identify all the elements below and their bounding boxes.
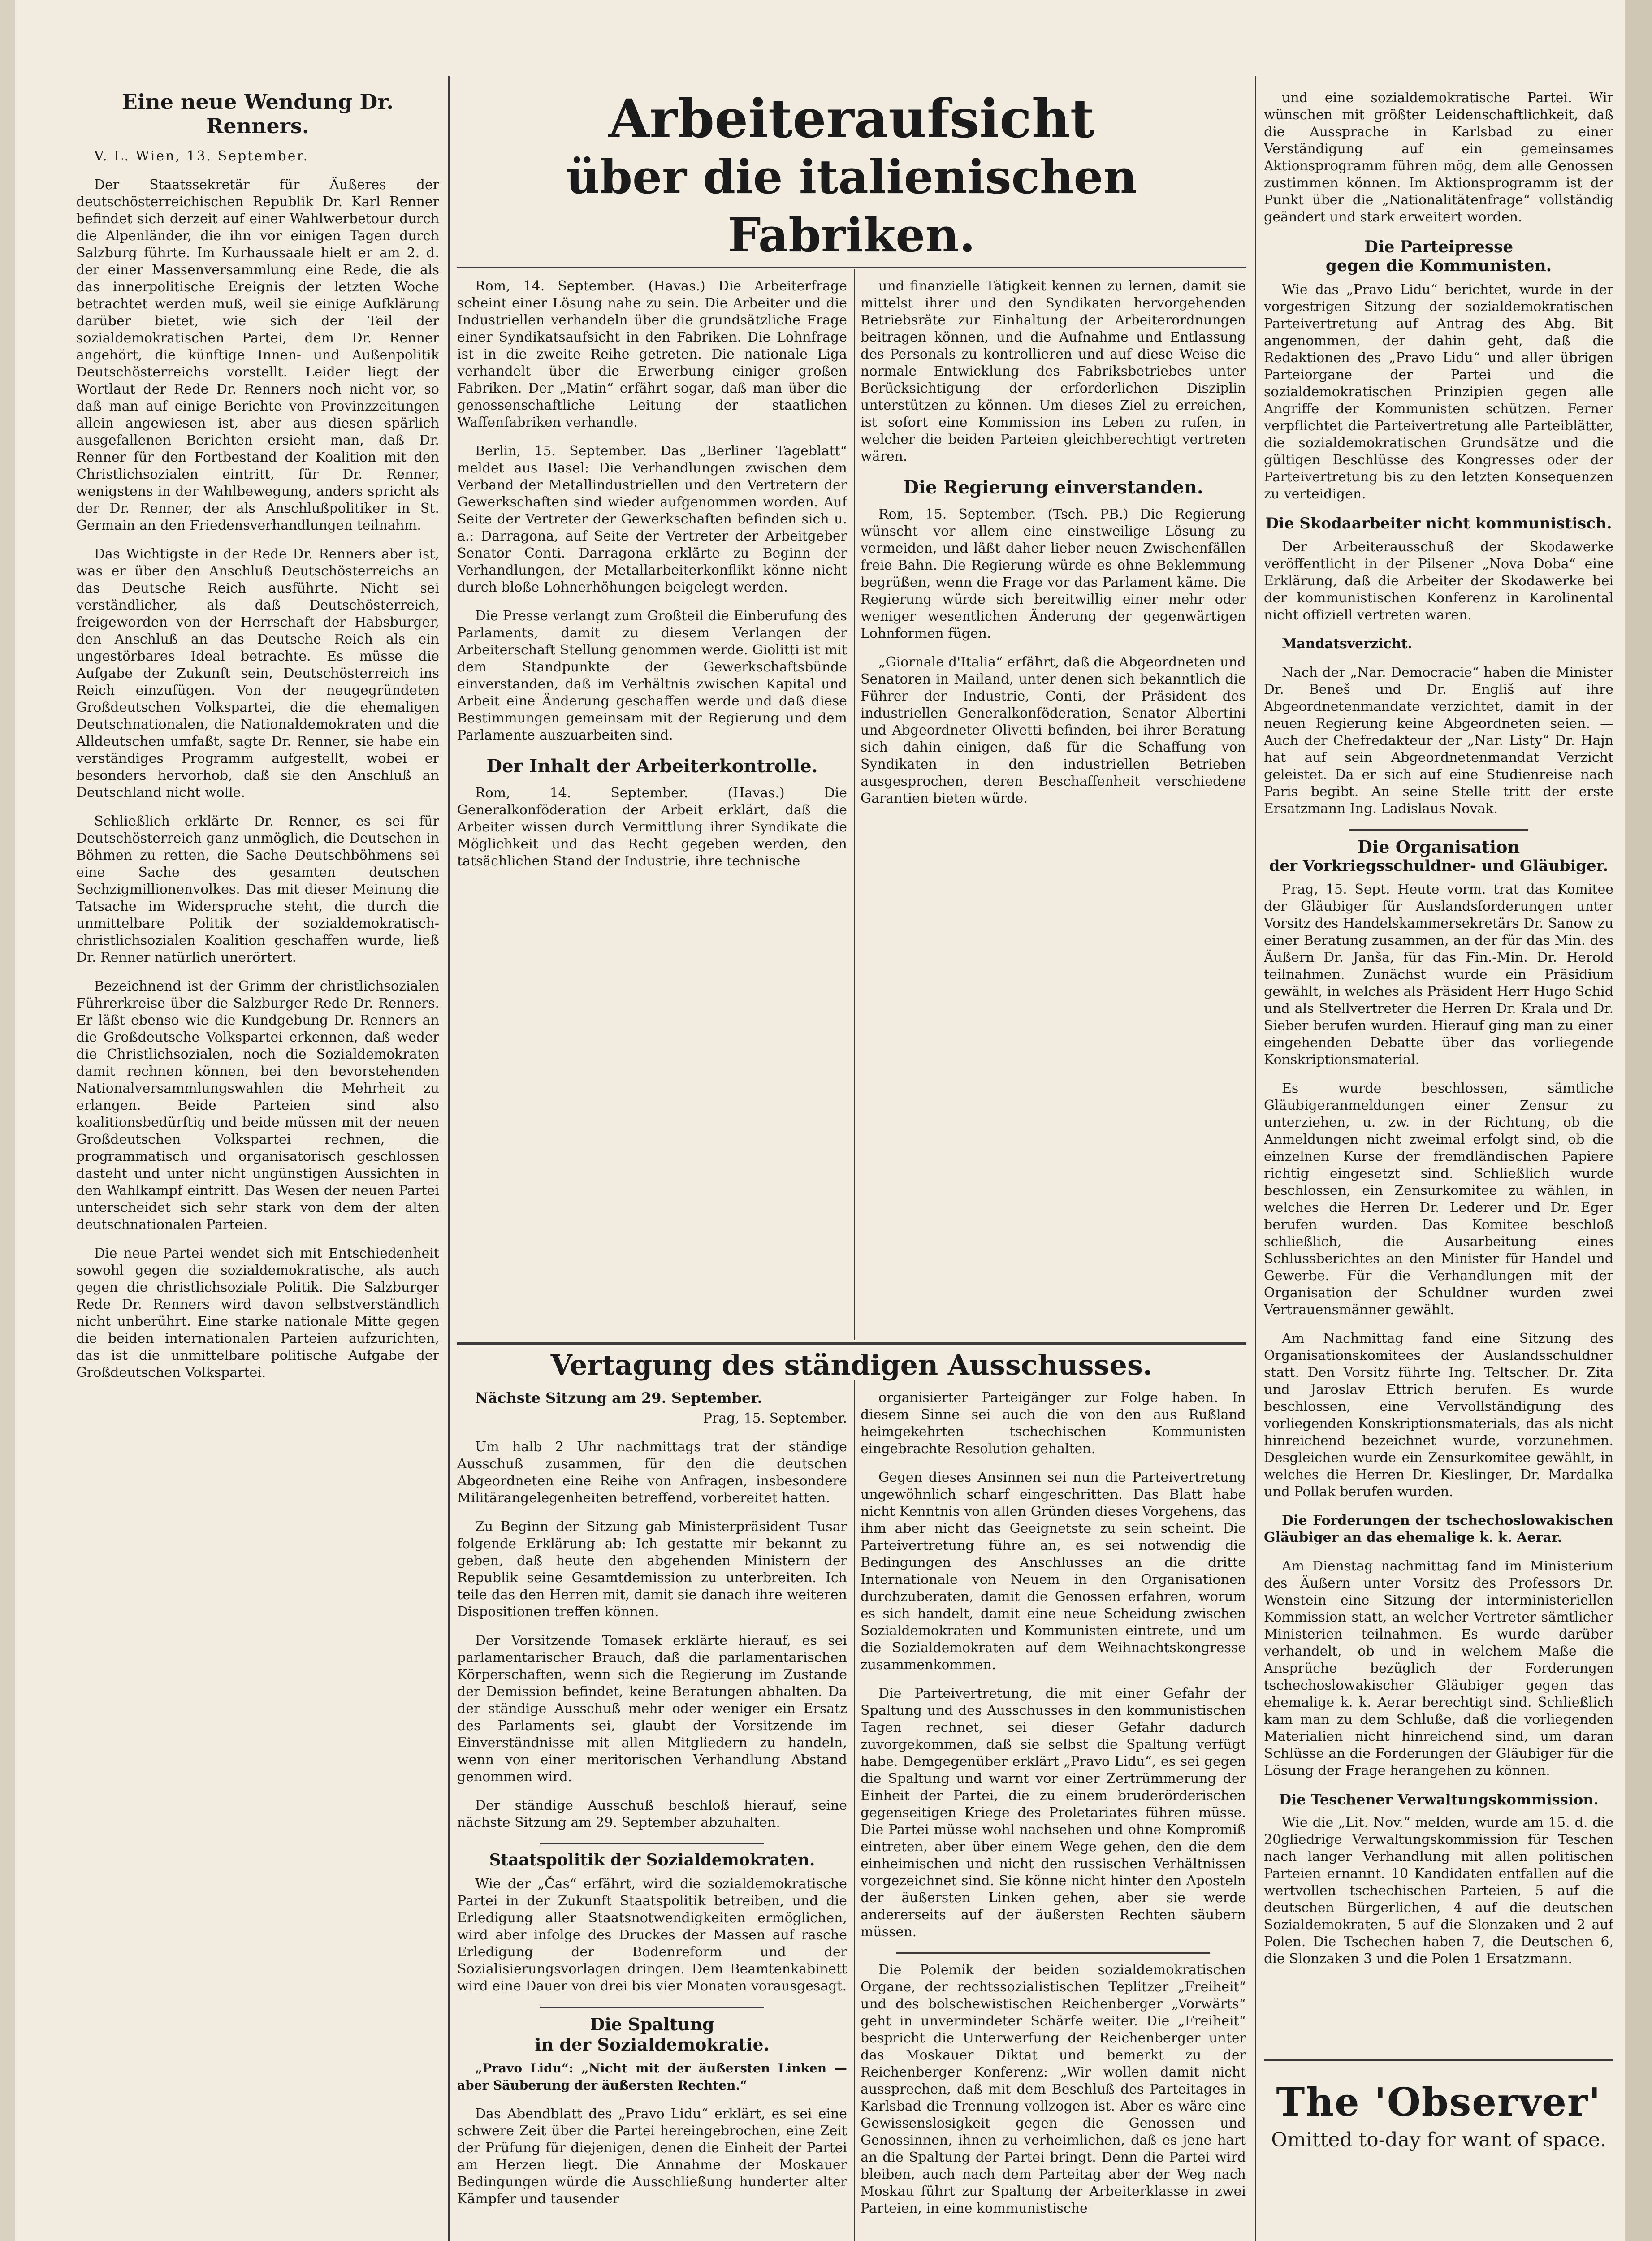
article-headline: Vertagung des ständigen Ausschusses. — [550, 1349, 1153, 1381]
dateline: Prag, 15. September. — [703, 1410, 847, 1426]
paragraph: Wie die „Lit. Nov.“ melden, wurde am 15. d. die 20gliedrige Verwaltungskommission für Teschen nach langer Verhandlung mit allen politischen Parteien ernannt. 10 Kandidaten entfallen auf die wertvollen tschechischen Parteien, 5 auf die deutschen Bürgerlichen, 4 auf die deutschen Sozialdemokraten, 5 auf die Slonzaken und 2 auf Polen. Die Tschechen haben 7, die Deutschen 6, die Slonzaken 3 und die Polen 1 Ersatzmann. — [1264, 1815, 1613, 1967]
section-rule — [457, 1342, 1246, 1345]
section-heading: der Vorkriegsschuldner- und Gläubiger. — [1269, 857, 1609, 875]
paragraph: organisierter Parteigänger zur Folge haben. In diesem Sinne sei auch die von den aus Rußland heimgekehrten tschechischen Kommunisten eingebrachte Resolution gehalten. — [861, 1390, 1246, 1457]
paragraph: Zu Beginn der Sitzung gab Ministerpräsident Tusar folgende Erklärung ab: Ich gestatte mir bekannt zu geben, daß heute den abgehenden Ministern der Republik seine Gesamtdemission zu unterbreiten. Ich teile das den Herren mit, damit sie danach ihre weiteren Dispositionen treffen können. — [457, 1519, 847, 1620]
column-rule — [448, 76, 450, 2241]
paragraph: Die Parteivertretung, die mit einer Gefahr der Spaltung und des Ausschusses in den kommunistischen Tagen rechnet, sei dieser Gefahr dadurch zuvorgekommen, daß sie selbst die Spaltung verfügt habe. Demgegenüber erklärt „Pravo Lidu“, es sei gegen die Spaltung und warnt vor einer Zertrümmerung der Einheit der Partei, die zu einem bruderörderischen gegenseitigen Kriege des Proletariates führen müsse. Die Partei müsse wohl nachsehen und ohne Kompromiß eintreten, aber über einem Wege gehen, den die dem einheimischen und nicht den russischen Verhältnissen vorgezeichnet sind. Sie könne nicht hinter den Aposteln der äußersten Linken gehen, aber sie werde andererseits auf der äußersten Rechten säubern müssen. — [861, 1686, 1246, 1940]
paragraph: Die Presse verlangt zum Großteil die Einberufung des Parlaments, damit zu diesem Verlangen der Arbeiterschaft Stellung genommen werde. Giolitti ist mit dem Standpunkte der Gewerkschaftsbünde einverstanden, daß im Verhältnis zwischen Kapital und Arbeit eine Änderung geschaffen werde und daß diese Bestimmungen gemeinsam mit der Regierung und dem Parlamente auszuarbeiten sind. — [457, 608, 847, 743]
divider — [1349, 829, 1528, 831]
article-subtitle: Nächste Sitzung am 29. September. — [475, 1389, 762, 1406]
section-rule — [457, 267, 1246, 268]
observer-stamp — [1264, 2080, 1613, 2151]
paragraph: Gegen dieses Ansinnen sei nun die Parteivertretung ungewöhnlich scharf eingeschritten. Das Blatt habe nicht Kenntnis von allen Gründen dieses Vorgehens, das ihm aber nicht das Geeignetste zu sein scheint. Die Parteivertretung führe an, es sei notwendig die Bedingungen des Anschlusses an die dritte Internationale von Neuem in den Organisationen durchzuberaten, damit die Genossen erfahren, worum es sich handelt, damit eine neue Scheidung zwischen Sozialdemokraten und Kommunisten eintrete, und um die Sozialdemokraten auf dem Weihnachtskongresse zusammenkommen. — [861, 1470, 1246, 1673]
paragraph: Prag, 15. Sept. Heute vorm. trat das Komitee der Gläubiger für Auslandsforderungen unter Vorsitz des Handelskammersekretärs Dr. Sanow zu einer Beratung zusammen, an der für das Min. des Äußern Dr. Janša, für das Fin.-Min. Dr. Herold teilnahmen. Zunächst wurde ein Präsidium gewählt, in welches als Präsident Herr Hugo Schid und als Stellvertreter die Herren Dr. Krala und Dr. Sieber berufen wurden. Hierauf ging man zu einer eingehenden Debatte über das vorliegende Konskriptionsmaterial. — [1264, 882, 1613, 1068]
main-column-b — [861, 278, 1246, 1340]
main-headline-block — [457, 90, 1246, 269]
section-heading: Staatspolitik der Sozialdemokraten. — [489, 1851, 815, 1869]
paragraph: Es wurde beschlossen, sämtliche Gläubigeranmeldungen einer Zensur zu unterziehen, u. zw. in der Richtung, ob die Anmeldungen nicht zweimal erfolgt sind, ob die einzelnen Kurse der fremdländischen Papiere richtig eingesetzt sind. Schließlich wurde beschlossen, ein Zensurkomitee zu wählen, in welches die Herren Dr. Lederer und Dr. Eger berufen wurden. Das Komitee beschloß schließlich, die Ausarbeitung eines Schlussberichtes an den Minister für Handel und Gewerbe. Für die Verhandlungen mit der Organisation der Schuldner wurden zwei Vertrauensmänner gewählt. — [1264, 1081, 1613, 1318]
section-subheading: Mandatsverzicht. — [1282, 636, 1412, 652]
section-heading: in der Sozialdemokratie. — [535, 2034, 770, 2055]
vertagung-column-a — [457, 1389, 847, 2241]
page-edge-right — [1625, 0, 1652, 2241]
vertagung-column-b — [861, 1389, 1246, 2241]
headline-line-2: über die italienischen Fabriken. — [566, 149, 1137, 263]
observer-title: The 'Observer' — [1276, 2080, 1601, 2125]
divider — [540, 2007, 764, 2008]
paragraph: „Giornale d'Italia“ erfährt, daß die Abgeordneten und Senatoren in Mailand, unter denen sich bekanntlich die Führer der Industrie, Conti, der Präsident des industriellen Generalkonföderation, Senator Albertini und Abgeordneter Olivetti befinden, bei ihrer Beratung sich dahin einigen, daß für die Schaffung von Syndikaten in den industriellen Betrieben ausgesprochen, deren Beschaffenheit verschiedene Garantien bieten würde. — [861, 654, 1246, 806]
column-rule — [1255, 76, 1256, 2241]
paragraph: Wie der „Čas“ erfährt, wird die sozialdemokratische Partei in der Zukunft Staatspolitik betreiben, und die Erledigung aller Staatsnotwendigkeiten ermöglichen, wird aber infolge des Druckes der Massen auf rasche Erledigung der Bodenreform und der Sozialisierungsvorlagen dringen. Dem Beamtenkabinett wird eine Dauer von drei bis vier Monaten vorausgesagt. — [457, 1876, 847, 1994]
paragraph: Am Nachmittag fand eine Sitzung des Organisationskomitees der Auslandsschuldner statt. Den Vorsitz führte Ing. Teltscher. Dr. Zita und Jaroslav Ettrich berufen. Es wurde beschlossen, eine Vervollständigung des vorliegenden Konskriptionsmaterials, das als nicht hinreichend bezeichnet wurde, vorzunehmen. Desgleichen wurde ein Zensurkomitee gewählt, in welches die Herren Dr. Kieslinger, Dr. Mardalka und Pollak berufen wurden. — [1264, 1331, 1613, 1500]
paragraph: und finanzielle Tätigkeit kennen zu lernen, damit sie mittelst ihrer und den Syndikaten hervorgehenden Betriebsräte zur Einhaltung der Arbeiterordnungen beitragen können, und die Aufnahme und Entlassung des Personals zu kontrollieren und auf diese Weise die normale Entwicklung des Fabriksbetriebes unter Berücksichtigung der erforderlichen Disziplin unterstützen zu können. Um dieses Ziel zu erreichen, ist sofort eine Kommission ins Leben zu rufen, in welcher die beiden Parteien gleichberechtigt vertreten wären. — [861, 278, 1246, 464]
section-rule — [1264, 2059, 1613, 2061]
vertagung-headline-block — [457, 1349, 1246, 1385]
paragraph: Wie das „Pravo Lidu“ berichtet, wurde in der vorgestrigen Sitzung der sozialdemokratischen Parteivertretung auf Antrag des Abg. Bit angenommen, der dahin geht, daß die Redaktionen des „Pravo Lidu“ und aller übrigen Parteiorgane der Partei und die sozialdemokratischen Prinzipien gegen alle Angriffe der Kommunisten schützen. Ferner verpflichtet die Parteivertretung alle Parteiblätter, die sozialdemokratischen Grundsätze und die gültigen Beschlüsse des Kongresses oder der Parteivertretung bis zu den letzten Konsequenzen zu verteidigen. — [1264, 282, 1613, 502]
section-heading: Die Regierung einverstanden. — [903, 477, 1203, 498]
column-left — [76, 90, 439, 2241]
paragraph: Am Dienstag nachmittag fand im Ministerium des Äußern unter Vorsitz des Professors Dr. Wenstein eine Sitzung der interministeriellen Kommission statt, an welcher Vertreter sämtlicher Ministerien teilnahmen. Es wurde darüber verhandelt, ob und in welchem Maße die Ansprüche bezüglich der Forderungen tschechoslowakischer Gläubiger gegen das ehemalige k. k. Aerar berechtigt sind. Schließlich kam man zu dem Schluße, daß die vorliegenden Materialien nicht hinreichend sind, um daran Schlüsse an die Forderungen der Gläubiger für die Lösung der Frage herangehen zu können. — [1264, 1558, 1613, 1778]
paragraph: Das Abendblatt des „Pravo Lidu“ erklärt, es sei eine schwere Zeit über die Partei hereingebrochen, eine Zeit der Prüfung für diejenigen, denen die Einheit der Partei am Herzen liegt. Die Annahme der Moskauer Bedingungen würde die Ausschließung hunderter alter Kämpfer und tausender — [457, 2106, 847, 2207]
paragraph: Bezeichnend ist der Grimm der christlichsozialen Führerkreise über die Salzburger Rede Dr. Renners. Er läßt ebenso wie die Kundgebung Dr. Renners an die Großdeutsche Volkspartei erkennen, daß weder die Christlichsozialen, noch die Sozialdemokraten damit rechnen können, bei den bevorstehenden Nationalversammlungswahlen die Mehrheit zu erlangen. Beide Parteien sind also koalitionsbedürftig und beide müssen mit der neuen Großdeutschen Volkspartei rechnen, die programmatisch und organisatorisch geschlossen dasteht und unter nicht ungünstigen Aussichten in den Wahlkampf eintritt. Das Wesen der neuen Partei unterscheidet sich sehr stark von dem der alten deutschnationalen Parteien. — [76, 978, 439, 1233]
paragraph: Rom, 15. September. (Tsch. PB.) Die Regierung wünscht vor allem eine einstweilige Lösung zu vermeiden, und läßt daher lieber neuen Zwischenfällen freie Bahn. Die Regierung würde es ohne Beklemmung begrüßen, wenn die Frage vor das Parlament käme. Die Regierung würde sich bereitwillig einer mehr oder weniger wesentlichen Änderung der gegenwärtigen Lohnformen fügen. — [861, 506, 1246, 641]
paragraph: Der Staatssekretär für Äußeres der deutschösterreichischen Republik Dr. Karl Renner befindet sich derzeit auf einer Wahlwerbetour durch die Alpenländer, die ihn vor einigen Tagen durch Salzburg führte. Im Kurhaussaale hielt er am 2. d. der einer Massenversammlung eine Rede, die als das innerpolitische Ereignis der letzten Woche betrachtet werden muß, weil sie einige Aufklärung darüber bietet, wie sich der Teil der sozialdemokratischen Partei, dem Dr. Renner angehört, die künftige Innen- und Außenpolitik Deutschösterreichs vorstellt. Leider liegt der Wortlaut der Rede Dr. Renners noch nicht vor, so daß man auf einige Berichte von Provinzzeitungen allein angewiesen ist, aber aus diesen spärlich ausgefallenen Berichten ersieht man, daß Dr. Renner für den Fortbestand der Koalition mit den Christlichsozialen eintritt, für Dr. Renner, wenigstens in der Wahlbewegung, anders spricht als der Dr. Renner, der als Anschlußpolitiker in St. Germain an den Friedensverhandlungen teilnahm. — [76, 177, 439, 533]
paragraph: Die Polemik der beiden sozialdemokratischen Organe, der rechtssozialistischen Teplitzer „Freiheit“ und des bolschewistischen Reichenberger „Vorwärts“ geht in unvermindeter Schärfe weiter. Die „Freiheit“ bespricht die Unterwerfung der Reichenberger unter das Moskauer Diktat und bemerkt zu der Reichenberger Konferenz: „Wir wollen damit nicht aussprechen, daß mit dem Beschluß des Parteitages in Karlsbad die Trennung vollzogen ist. Aber es wäre eine Gewissenslosigkeit gegen die Genossen und Genossinnen, ihnen zu verheimlichen, daß es jene hart an die Spaltung der Partei bringt. Denn die Partei wird bleiben, auch nach dem Parteitag aber der Weg nach Moskau führt zur Spaltung der Arbeiterklasse in zwei Parteien, in eine kommunistische — [861, 1962, 1246, 2216]
column-right — [1264, 90, 1613, 2062]
observer-note: Omitted to-day for want of space. — [1271, 2129, 1606, 2151]
paragraph: und eine sozialdemokratische Partei. Wir wünschen mit größter Leidenschaftlichkeit, daß die Aussprache in Karlsbad zu einer Verständigung auf ein gemeinsames Aktionsprogramm führen mög, dem alle Genossen zustimmen können. Im Aktionsprogramm ist der Punkt über die „Nationalitätenfrage“ vollständig geändert und stark erweitert worden. — [1264, 90, 1613, 225]
section-subheading: „Pravo Lidu“: „Nicht mit der äußersten Linken — aber Säuberung der äußersten Rechten.“ — [457, 2061, 847, 2093]
section-heading: Die Teschener Verwaltungskommission. — [1279, 1791, 1599, 1808]
column-rule — [854, 269, 855, 1340]
section-heading: Die Parteipresse — [1364, 238, 1514, 256]
section-heading: Die Skodaarbeiter nicht kommunistisch. — [1265, 515, 1612, 532]
divider — [896, 1952, 1210, 1954]
section-subheading: Die Forderungen der tschechoslowakischen Gläubiger an das ehemalige k. k. Aerar. — [1264, 1513, 1613, 1545]
byline: V. L. Wien, 13. September. — [94, 148, 309, 164]
divider — [540, 1843, 764, 1844]
paragraph: Rom, 14. September. (Havas.) Die Arbeiterfrage scheint einer Lösung nahe zu sein. Die Arbeiter und die Industriellen verhandeln über die grundsätzliche Frage einer Syndikatsaufsicht in den Fabriken. Die Lohnfrage ist in die zweite Reihe getreten. Die nationale Liga verhandelt über die Erwerbung einiger großen Fabriken. Der „Matin“ erfährt sogar, daß man über die genossenschaftliche Leitung der staatlichen Waffenfabriken verhandle. — [457, 278, 847, 430]
paragraph: Das Wichtigste in der Rede Dr. Renners aber ist, was er über den Anschluß Deutschösterreichs an das Deutsche Reich ausführte. Nicht sei verständlicher, als daß Deutschösterreich, freigeworden von der Herrschaft der Habsburger, den Anschluß an das Deutsche Reich als ein ungestörbares Ideal betrachte. Es müsse die Aufgabe der Zukunft sein, Deutschösterreich ins Reich einzufügen. Von der neugegründeten Großdeutschen Volkspartei, die die ehemaligen Deutschnationalen, die Nationaldemokraten und die Alldeutschen umfaßt, sagte Dr. Renner, sie habe ein verständiges Programm aufgestellt, wobei er besonders hervorhob, daß sie den Anschluß an Deutschland nicht wolle. — [76, 546, 439, 800]
paragraph: Der Arbeiterausschuß der Skodawerke veröffentlicht in der Pilsener „Nova Doba“ eine Erklärung, daß die Arbeiter der Skodawerke bei der kommunistischen Konferenz in Karolinental nicht offiziell vertreten waren. — [1264, 539, 1613, 623]
article-title: Eine neue Wendung Dr. Renners. — [121, 90, 394, 138]
paragraph: Die neue Partei wendet sich mit Entschiedenheit sowohl gegen die sozialdemokratische, als auch gegen die christlichsoziale Politik. Die Salzburger Rede Dr. Renners wird davon selbstverständlich nicht unberührt. Eine starke nationale Mitte gegen die beiden internationalen Parteien aufzurichten, das ist die unmittelbare politische Aufgabe der Großdeutschen Volkspartei. — [76, 1246, 439, 1380]
main-column-a — [457, 278, 847, 1340]
paragraph: Berlin, 15. September. Das „Berliner Tageblatt“ meldet aus Basel: Die Verhandlungen zwischen dem Verband der Metallindustriellen und den Vertretern der Gewerkschaften sind wieder aufgenommen worden. Auf Seite der Vertreter der Gewerkschaften befinden sich u. a.: Darragona, auf Seite der Vertreter der Arbeitgeber Senator Conti. Darragona erklärte zu Beginn der Verhandlungen, der Metallarbeiterkonflikt könne nicht durch bloße Lohnerhöhungen beigelegt werden. — [457, 443, 847, 595]
paragraph: Rom, 14. September. (Havas.) Die Generalkonföderation der Arbeit erklärt, daß die Arbeiter wissen durch Vermittlung ihrer Syndikate die Möglichkeit und das Recht gegeben werden, den tatsächlichen Stand der Industrie, ihre technische — [457, 785, 847, 869]
paragraph: Schließlich erklärte Dr. Renner, es sei für Deutschösterreich ganz unmöglich, die Deutschen in Böhmen zu retten, die Sache Deutschböhmens sei eine Sache des gesamten deutschen Sechzigmillionenvolkes. Das mit dieser Meinung die Tatsache im Widerspruche steht, die durch die unmittelbare Politik der sozialdemokratisch-christlichsozialen Koalition geschaffen wurde, ließ Dr. Renner natürlich unerörtert. — [76, 813, 439, 965]
paragraph: Nach der „Nar. Democracie“ haben die Minister Dr. Beneš und Dr. Engliš auf ihre Abgeordnetenmandate verzichtet, damit in der neuen Regierung keine Abgeordneten seien. — Auch der Chefredakteur der „Nar. Listy“ Dr. Hajn hat auf sein Abgeordnetenmandat Verzicht geleistet. Da er sich auf eine Studienreise nach Paris begibt. An seine Stelle tritt der erste Ersatzmann Ing. Ladislaus Novak. — [1264, 665, 1613, 817]
paragraph: Um halb 2 Uhr nachmittags trat der ständige Ausschuß zusammen, für den die deutschen Abgeordneten eine Reihe von Anfragen, insbesondere Militärangelegenheiten betreffend, vorbereitet hatten. — [457, 1439, 847, 1506]
section-heading: Die Organisation — [1357, 837, 1520, 857]
page-edge-left — [0, 0, 15, 2241]
section-heading: Der Inhalt der Arbeiterkontrolle. — [486, 756, 818, 777]
headline-line-1: Arbeiteraufsicht — [608, 90, 1095, 150]
column-rule — [854, 1380, 855, 2241]
section-heading: gegen die Kommunisten. — [1325, 256, 1552, 275]
section-heading: Die Spaltung — [590, 2014, 714, 2034]
paragraph: Der ständige Ausschuß beschloß hierauf, seine nächste Sitzung am 29. September abzuhalten. — [457, 1798, 847, 1830]
paragraph: Der Vorsitzende Tomasek erklärte hierauf, es sei parlamentarischer Brauch, daß die parlamentarischen Körperschaften, wenn sich die Regierung im Zustande der Demission befindet, keine Beratungen abhalten. Da der ständige Ausschuß mehr oder weniger ein Ersatz des Parlaments sei, glaubt der Vorsitzende im Einverständnisse mit allen Mitgliedern zu handeln, wenn von einer meritorischen Verhandlung Abstand genommen wird. — [457, 1633, 847, 1785]
